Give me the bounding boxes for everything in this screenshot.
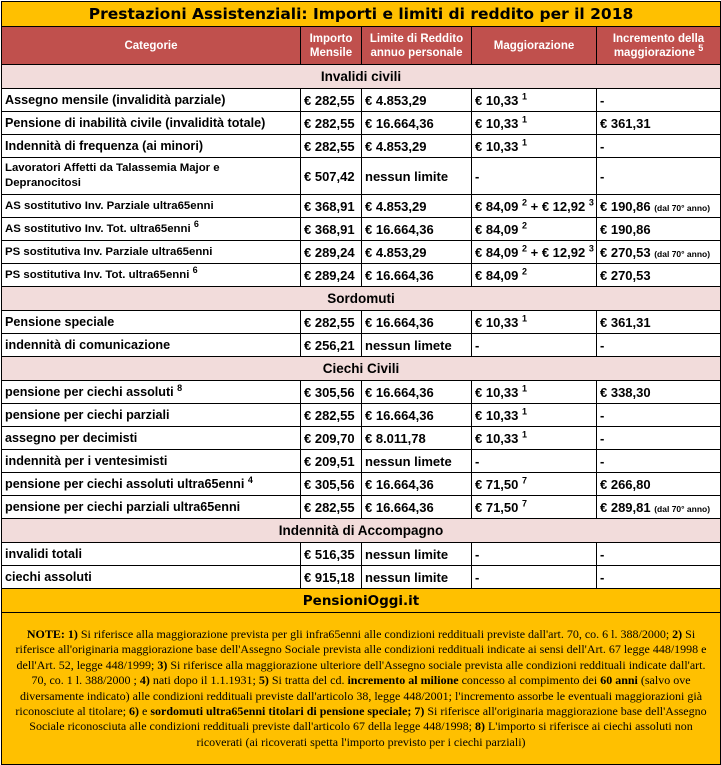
cell-categoria <box>2 496 301 519</box>
categoria-text: pensione per ciechi parziali <box>5 408 170 422</box>
section-header <box>2 357 721 381</box>
note-bold: 3) <box>157 657 168 672</box>
cell-maggiorazione <box>472 158 597 195</box>
maggiorazione-text: € 71,50 <box>475 476 522 492</box>
incremento-text: € 190,86 <box>600 198 655 214</box>
header-limite: Limite di Reddito annuo personale <box>362 27 472 65</box>
table-row <box>2 543 721 566</box>
maggiorazione-footnote: 2 <box>522 197 528 208</box>
table-row <box>2 135 721 158</box>
cell-importo: € 507,42 <box>301 158 362 195</box>
maggiorazione-text: € 10,33 <box>475 384 522 400</box>
title-row <box>2 2 721 27</box>
table-row <box>2 264 721 287</box>
cell-maggiorazione <box>472 496 597 519</box>
benefits-table <box>1 1 721 765</box>
note-text: e <box>139 703 151 718</box>
cell-maggiorazione <box>472 241 597 264</box>
note-bold: incremento al milione <box>347 673 459 688</box>
notes-row <box>2 613 721 765</box>
cell-limite: € 4.853,29 <box>362 89 472 112</box>
cell-importo: € 368,91 <box>301 195 362 218</box>
note-bold: 5) <box>258 673 269 688</box>
maggiorazione-footnote: 2 <box>522 266 528 277</box>
categoria-text: ciechi assoluti <box>5 570 92 584</box>
cell-maggiorazione <box>472 135 597 158</box>
cell-incremento <box>597 241 721 264</box>
table-row <box>2 89 721 112</box>
cell-importo: € 305,56 <box>301 381 362 404</box>
cell-limite: € 8.011,78 <box>362 427 472 450</box>
cell-categoria <box>2 112 301 135</box>
cell-maggiorazione <box>472 566 597 589</box>
cell-limite: € 16.664,36 <box>362 381 472 404</box>
cell-limite: € 16.664,36 <box>362 311 472 334</box>
categoria-text: AS sostitutivo Inv. Parziale ultra65enni <box>5 200 214 212</box>
maggiorazione-text: - <box>475 569 480 585</box>
maggiorazione-footnote: 1 <box>522 406 528 417</box>
cell-importo: € 256,21 <box>301 334 362 357</box>
cell-limite: € 4.853,29 <box>362 135 472 158</box>
incremento-text: € 338,30 <box>600 384 651 400</box>
cell-categoria <box>2 543 301 566</box>
cell-importo: € 516,35 <box>301 543 362 566</box>
cell-maggiorazione <box>472 195 597 218</box>
header-categorie: Categorie <box>2 27 301 65</box>
cell-importo: € 282,55 <box>301 135 362 158</box>
header-maggiorazione: Maggiorazione <box>472 27 597 65</box>
maggiorazione-text: € 71,50 <box>475 499 522 515</box>
note-text: Si tratta del cd. <box>268 673 348 688</box>
categoria-text: Indennità di frequenza (ai minori) <box>5 139 204 153</box>
maggiorazione-footnote: 7 <box>522 475 528 486</box>
table-row <box>2 311 721 334</box>
maggiorazione-text: € 10,33 <box>475 115 522 131</box>
incremento-text: - <box>600 546 605 562</box>
categoria-text: Lavoratori Affetti da Talassemia Major e Depranocitosi <box>5 162 220 189</box>
cell-limite: € 16.664,36 <box>362 496 472 519</box>
brand-label: PensioniOggi.it <box>2 589 721 613</box>
section-header <box>2 287 721 311</box>
section-title: Indennità di Accompagno <box>2 519 721 543</box>
header-incremento-label: Incremento della maggiorazione <box>612 32 705 59</box>
cell-maggiorazione <box>472 112 597 135</box>
cell-incremento <box>597 496 721 519</box>
cell-incremento <box>597 566 721 589</box>
table-row <box>2 566 721 589</box>
maggiorazione-text: € 10,33 <box>475 92 522 108</box>
maggiorazione-extra-footnote: 3 <box>588 243 594 254</box>
categoria-text: indennità per i ventesimisti <box>5 454 168 468</box>
cell-incremento <box>597 311 721 334</box>
cell-limite: € 16.664,36 <box>362 404 472 427</box>
section-header <box>2 65 721 89</box>
incremento-text: € 289,81 <box>600 499 655 515</box>
cell-importo: € 282,55 <box>301 89 362 112</box>
note-bold: NOTE: 1) <box>26 626 78 641</box>
header-incremento <box>597 27 721 65</box>
incremento-text: - <box>600 92 605 108</box>
cell-maggiorazione <box>472 543 597 566</box>
maggiorazione-footnote: 1 <box>522 137 528 148</box>
page-title: Prestazioni Assistenziali: Importi e limiti di reddito per il 2018 <box>2 2 721 27</box>
incremento-text: - <box>600 138 605 154</box>
categoria-text: Assegno mensile (invalidità parziale) <box>5 93 226 107</box>
cell-importo: € 282,55 <box>301 112 362 135</box>
incremento-note: (dal 70° anno) <box>654 248 711 259</box>
categoria-text: PS sostitutiva Inv. Tot. ultra65enni <box>5 269 193 281</box>
maggiorazione-footnote: 1 <box>522 429 528 440</box>
maggiorazione-text: - <box>475 168 480 184</box>
categoria-text: indennità di comunicazione <box>5 338 171 352</box>
note-bold: 8) <box>474 719 485 734</box>
categoria-text: PS sostitutiva Inv. Parziale ultra65enni <box>5 246 213 258</box>
note-bold: 4) <box>139 673 150 688</box>
maggiorazione-footnote: 1 <box>522 383 528 394</box>
cell-maggiorazione <box>472 218 597 241</box>
cell-importo: € 915,18 <box>301 566 362 589</box>
incremento-text: - <box>600 168 605 184</box>
table-row <box>2 473 721 496</box>
categoria-footnote: 8 <box>177 382 183 393</box>
note-text: L'importo si riferisce ai ciechi assoluti non ricoverati (ai ricoverati spetta l'importo previsto per i ciechi parziali) <box>196 719 693 749</box>
incremento-text: - <box>600 337 605 353</box>
cell-importo: € 282,55 <box>301 404 362 427</box>
table-row <box>2 427 721 450</box>
cell-limite: € 16.664,36 <box>362 218 472 241</box>
categoria-text: pensione per ciechi assoluti <box>5 385 178 399</box>
cell-maggiorazione <box>472 427 597 450</box>
maggiorazione-footnote: 2 <box>522 220 528 231</box>
header-row <box>2 27 721 65</box>
categoria-footnote: 6 <box>193 219 199 230</box>
note-text: (salvo ove diversamente indicato) alle condizioni reddituali previste dall'articolo 38, legge 448/2001; l'incremento assorbe le eventuali maggiorazioni già riconosciute al titolare; <box>15 673 703 718</box>
cell-incremento <box>597 195 721 218</box>
maggiorazione-text: - <box>475 546 480 562</box>
cell-limite: € 4.853,29 <box>362 241 472 264</box>
note-text: Si riferisce alla maggiorazione prevista per gli infra65enni alle condizioni reddituali previste dall'art. 70, co. 6 l. 388/2000; <box>77 626 673 641</box>
cell-categoria <box>2 381 301 404</box>
cell-limite: € 4.853,29 <box>362 195 472 218</box>
cell-importo: € 305,56 <box>301 473 362 496</box>
cell-maggiorazione <box>472 450 597 473</box>
cell-limite: nessun limete <box>362 334 472 357</box>
maggiorazione-extra-text: + € 12,92 <box>527 244 589 260</box>
cell-incremento <box>597 264 721 287</box>
cell-importo: € 209,70 <box>301 427 362 450</box>
incremento-note: (dal 70° anno) <box>654 503 711 514</box>
incremento-text: € 266,80 <box>600 476 651 492</box>
cell-incremento <box>597 135 721 158</box>
table-row <box>2 496 721 519</box>
maggiorazione-extra-footnote: 3 <box>588 197 594 208</box>
cell-limite: € 16.664,36 <box>362 264 472 287</box>
cell-categoria <box>2 334 301 357</box>
maggiorazione-text: € 10,33 <box>475 407 522 423</box>
cell-categoria <box>2 311 301 334</box>
cell-incremento <box>597 450 721 473</box>
incremento-text: € 270,53 <box>600 267 651 283</box>
cell-limite: € 16.664,36 <box>362 473 472 496</box>
cell-categoria <box>2 218 301 241</box>
cell-incremento <box>597 89 721 112</box>
cell-importo: € 368,91 <box>301 218 362 241</box>
incremento-note: (dal 70° anno) <box>654 202 711 213</box>
table-row <box>2 381 721 404</box>
categoria-text: pensione per ciechi parziali ultra65enni <box>5 500 241 514</box>
categoria-text: AS sostitutivo Inv. Tot. ultra65enni <box>5 223 194 235</box>
maggiorazione-footnote: 7 <box>522 498 528 509</box>
maggiorazione-text: - <box>475 453 480 469</box>
cell-importo: € 289,24 <box>301 264 362 287</box>
cell-limite: nessun limite <box>362 566 472 589</box>
cell-limite: nessun limete <box>362 450 472 473</box>
note-bold: 6) <box>129 703 140 718</box>
maggiorazione-footnote: 1 <box>522 91 528 102</box>
maggiorazione-text: € 10,33 <box>475 138 522 154</box>
categoria-footnote: 6 <box>192 265 198 276</box>
maggiorazione-footnote: 1 <box>522 313 528 324</box>
cell-incremento <box>597 334 721 357</box>
section-header <box>2 519 721 543</box>
note-text: Si riferisce all'originaria maggiorazione base dell'Assegno Sociale riconosciuta alle condizioni reddituali previste dall'articolo 67 della legge 448/1998; <box>29 703 707 734</box>
section-title: Ciechi Civili <box>2 357 721 381</box>
cell-importo: € 282,55 <box>301 311 362 334</box>
categoria-text: invalidi totali <box>5 547 82 561</box>
section-title: Invalidi civili <box>2 65 721 89</box>
note-bold: 2) <box>672 626 683 641</box>
cell-categoria <box>2 158 301 195</box>
cell-maggiorazione <box>472 473 597 496</box>
categoria-text: pensione per ciechi assoluti ultra65enni <box>5 477 248 491</box>
cell-incremento <box>597 112 721 135</box>
categoria-footnote: 4 <box>247 474 253 485</box>
maggiorazione-text: € 84,09 <box>475 267 522 283</box>
cell-incremento <box>597 158 721 195</box>
maggiorazione-footnote: 1 <box>522 114 528 125</box>
note-bold: sordomuti ultra65enni titolari di pensione speciale; 7) <box>150 703 425 718</box>
table-row <box>2 334 721 357</box>
benefits-table-document <box>1 1 720 755</box>
cell-categoria <box>2 135 301 158</box>
categoria-text: Pensione di inabilità civile (invalidità totale) <box>5 116 266 130</box>
cell-categoria <box>2 450 301 473</box>
incremento-text: - <box>600 569 605 585</box>
cell-incremento <box>597 218 721 241</box>
cell-maggiorazione <box>472 311 597 334</box>
cell-maggiorazione <box>472 381 597 404</box>
maggiorazione-text: € 10,33 <box>475 314 522 330</box>
cell-categoria <box>2 89 301 112</box>
note-bold: 60 anni <box>600 673 638 688</box>
table-row <box>2 450 721 473</box>
note-text: Si riferisce alla maggiorazione ulteriore dell'Assegno sociale prevista alle condizioni reddituali indicate dall'art. 70, co. 1 l. 388/2000 ; <box>31 657 706 688</box>
cell-categoria <box>2 566 301 589</box>
cell-maggiorazione <box>472 89 597 112</box>
table-row <box>2 404 721 427</box>
table-row <box>2 112 721 135</box>
table-row <box>2 241 721 264</box>
cell-incremento <box>597 381 721 404</box>
cell-maggiorazione <box>472 334 597 357</box>
cell-categoria <box>2 264 301 287</box>
header-importo: Importo Mensile <box>301 27 362 65</box>
maggiorazione-text: € 84,09 <box>475 244 522 260</box>
note-text: concesso al compimento dei <box>458 673 601 688</box>
incremento-text: € 361,31 <box>600 115 651 131</box>
incremento-text: - <box>600 430 605 446</box>
table-row <box>2 218 721 241</box>
categoria-text: Pensione speciale <box>5 315 115 329</box>
cell-categoria <box>2 473 301 496</box>
cell-importo: € 289,24 <box>301 241 362 264</box>
cell-incremento <box>597 473 721 496</box>
cell-limite: nessun limite <box>362 158 472 195</box>
incremento-text: € 270,53 <box>600 244 655 260</box>
maggiorazione-text: € 10,33 <box>475 430 522 446</box>
brand-row <box>2 589 721 613</box>
cell-limite: € 16.664,36 <box>362 112 472 135</box>
maggiorazione-extra-text: + € 12,92 <box>527 198 589 214</box>
cell-categoria <box>2 404 301 427</box>
incremento-text: € 361,31 <box>600 314 651 330</box>
cell-incremento <box>597 543 721 566</box>
cell-incremento <box>597 404 721 427</box>
cell-categoria <box>2 241 301 264</box>
notes-text <box>2 613 721 765</box>
cell-importo: € 282,55 <box>301 496 362 519</box>
header-incremento-sup: 5 <box>698 42 704 53</box>
maggiorazione-text: - <box>475 337 480 353</box>
maggiorazione-footnote: 2 <box>522 243 528 254</box>
table-row <box>2 158 721 195</box>
cell-categoria <box>2 195 301 218</box>
maggiorazione-text: € 84,09 <box>475 221 522 237</box>
maggiorazione-text: € 84,09 <box>475 198 522 214</box>
note-text: Si riferisce all'originaria maggiorazione base dell'Assegno Sociale prevista alle condizioni reddituali indicate ai sensi dell'Art. 67 legge 448/1998 e dell'Art. 52, legge 448/1999; <box>15 626 707 672</box>
cell-maggiorazione <box>472 404 597 427</box>
cell-limite: nessun limite <box>362 543 472 566</box>
incremento-text: € 190,86 <box>600 221 651 237</box>
section-title: Sordomuti <box>2 287 721 311</box>
incremento-text: - <box>600 453 605 469</box>
table-row <box>2 195 721 218</box>
cell-importo: € 209,51 <box>301 450 362 473</box>
note-text: nati dopo il 1.1.1931; <box>149 673 259 688</box>
incremento-text: - <box>600 407 605 423</box>
cell-maggiorazione <box>472 264 597 287</box>
cell-categoria <box>2 427 301 450</box>
cell-incremento <box>597 427 721 450</box>
categoria-text: assegno per decimisti <box>5 431 138 445</box>
